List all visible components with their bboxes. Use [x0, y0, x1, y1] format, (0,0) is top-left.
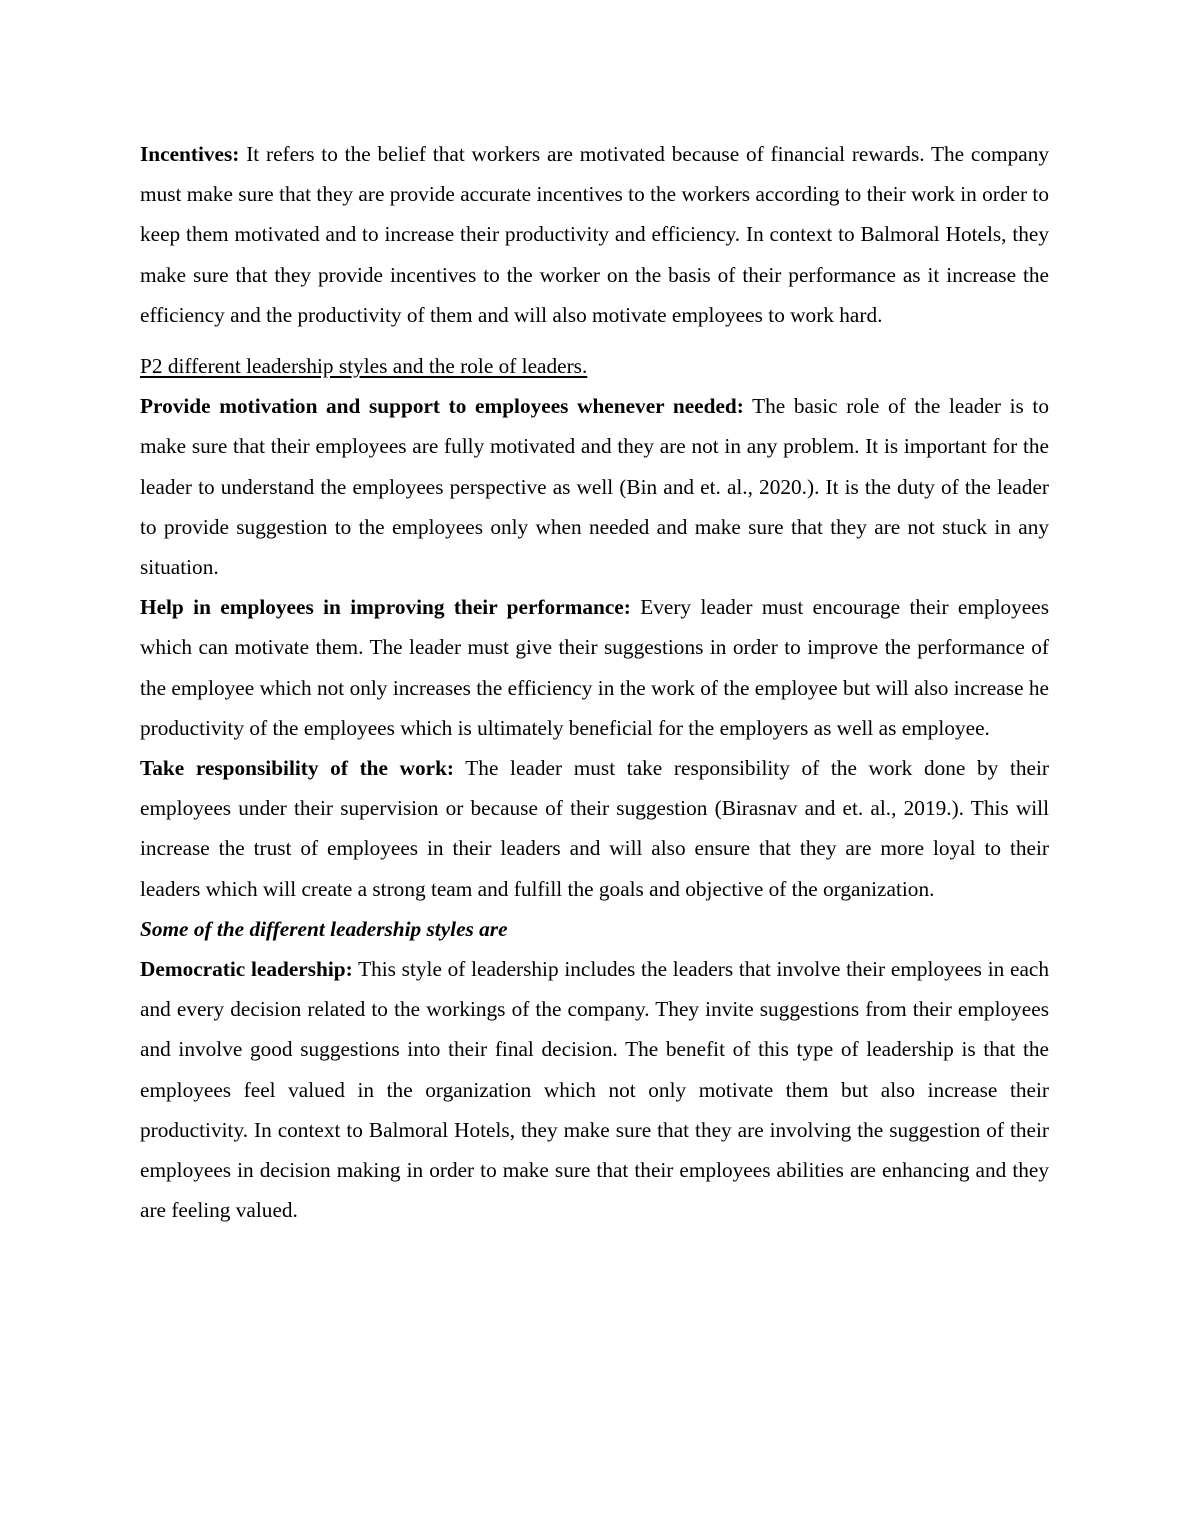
paragraph-incentives	[140, 134, 1049, 335]
paragraph-responsibility	[140, 748, 1049, 909]
document-body	[140, 134, 1049, 1230]
democratic-lead: Democratic leadership:	[140, 957, 353, 982]
responsibility-lead: Take responsibility of the work:	[140, 756, 455, 781]
section-heading-p2: P2 different leadership styles and the role of leaders.	[140, 354, 588, 379]
motivation-text: The basic role of the leader is to make sure that their employees are fully motivated and they are not in any problem. It is important for the leader to understand the employees perspective as well (Bin and et. al., 2020.). It is the duty of the leader to provide suggestion to the employees only when needed and make sure that they are not stuck in any situation.	[140, 394, 1050, 580]
performance-text: Every leader must encourage their employees which can motivate them. The leader must give their suggestions in order to improve the performance of the employee which not only increases the efficiency in the work of the employee but will also increase he productivity of the employees which is ultimately beneficial for the employers as well as employee.	[140, 595, 1049, 740]
performance-lead: Help in employees in improving their performance:	[140, 595, 631, 620]
incentives-lead: Incentives:	[140, 142, 240, 166]
paragraph-motivation	[140, 386, 1049, 587]
responsibility-text: The leader must take responsibility of the work done by their employees under their supervision or because of their suggestion (Birasnav and et. al., 2019.). This will increase the trust of employees in their leaders and will also ensure that they are more loyal to their leaders which will create a strong team and fulfill the goals and objective of the organization.	[140, 756, 1049, 901]
incentives-text: It refers to the belief that workers are motivated because of financial rewards. The company must make sure that they are provide accurate incentives to the workers according to their work in order to keep them motivated and to increase their productivity and efficiency. In context to Balmoral Hotels, they make sure that they provide incentives to the worker on the basis of their performance as it increase the efficiency and the productivity of them and will also motivate employees to work hard.	[140, 142, 1049, 327]
paragraph-democratic	[140, 949, 1049, 1230]
styles-heading: Some of the different leadership styles are	[140, 916, 508, 941]
motivation-lead: Provide motivation and support to employees whenever needed:	[140, 394, 744, 419]
democratic-text: This style of leadership includes the leaders that involve their employees in each and every decision related to the workings of the company. They invite suggestions from their employees and involve good suggestions into their final decision. The benefit of this type of leadership is that the employees feel valued in the organization which not only motivate them but also increase their productivity. In context to Balmoral Hotels, they make sure that they are involving the suggestion of their employees in decision making in order to make sure that their employees abilities are enhancing and they are feeling valued.	[140, 957, 1049, 1223]
paragraph-performance	[140, 587, 1049, 748]
